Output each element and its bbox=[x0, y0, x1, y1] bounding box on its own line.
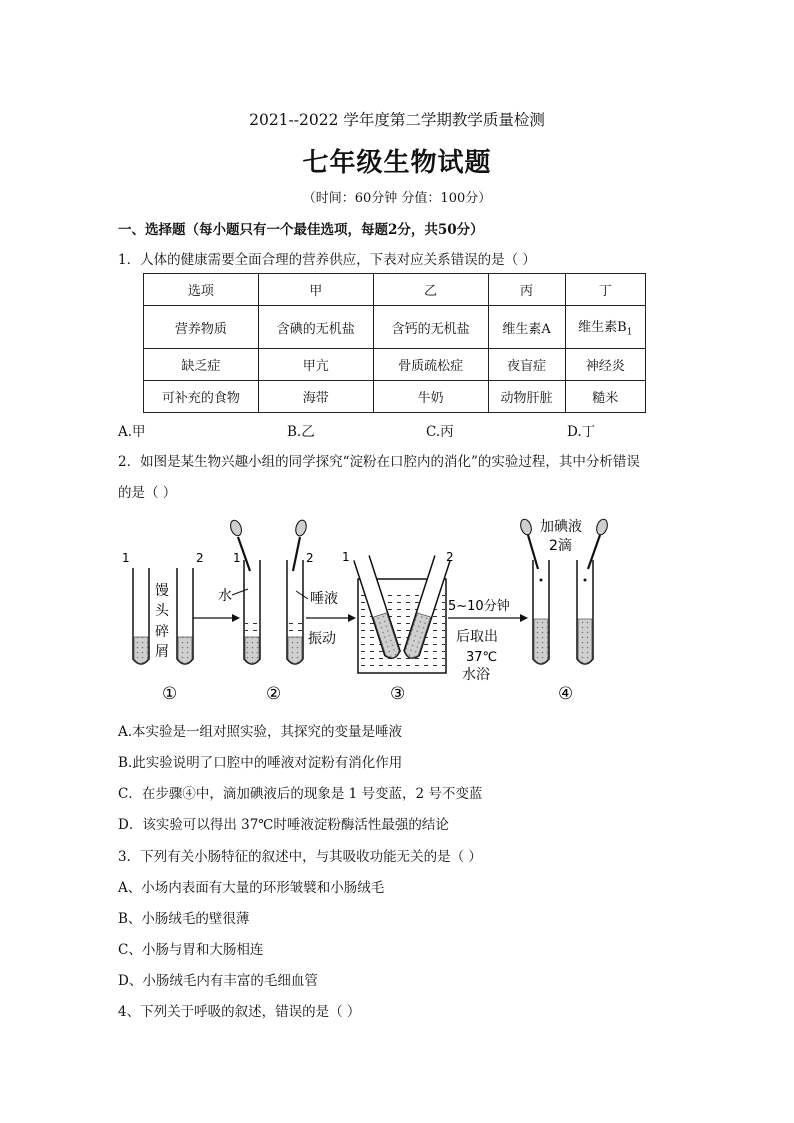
table-row bbox=[144, 381, 646, 413]
table-cell: 神经炎 bbox=[565, 349, 645, 381]
table-cell: 维生素A bbox=[488, 306, 565, 349]
table-cell: 含碘的无机盐 bbox=[258, 306, 373, 349]
table-cell: 乙 bbox=[373, 274, 488, 306]
table-cell: 营养物质 bbox=[144, 306, 259, 349]
arrow-icon bbox=[193, 614, 240, 622]
table-cell: 海带 bbox=[258, 381, 373, 413]
table-cell: 丙 bbox=[488, 274, 565, 306]
experiment-figure bbox=[0, 515, 794, 715]
q3-option-d[interactable]: D、小肠绒毛内有丰富的毛细血管 bbox=[118, 973, 318, 989]
water-bath-label: 水浴 bbox=[462, 667, 490, 683]
question-1-stem: 1．人体的健康需要全面合理的营养供应，下表对应关系错误的是（ ） bbox=[118, 252, 536, 268]
table-cell: 动物肝脏 bbox=[488, 381, 565, 413]
question-2-stem-line1: 2．如图是某生物兴趣小组的同学探究“淀粉在口腔内的消化”的实验过程，其中分析错误 bbox=[118, 454, 640, 470]
table-row bbox=[144, 306, 646, 349]
arrow-icon bbox=[306, 614, 356, 622]
temperature-label: 37℃ bbox=[466, 650, 498, 665]
q2-option-c[interactable]: C．在步骤④中，滴加碘液后的现象是 1 号变蓝，2 号不变蓝 bbox=[118, 786, 483, 802]
q3-option-c[interactable]: C、小肠与胃和大肠相连 bbox=[118, 942, 264, 958]
table-cell: 丁 bbox=[565, 274, 645, 306]
saliva-label: 唾液 bbox=[310, 591, 338, 607]
dropper-icon bbox=[519, 518, 538, 569]
step4-tubes bbox=[519, 518, 609, 664]
q1-option-a[interactable]: A.甲 bbox=[118, 424, 146, 440]
nutrition-table bbox=[143, 273, 646, 413]
iodine-drops-label: 2滴 bbox=[549, 538, 572, 554]
question-2-stem-line2: 的是（ ） bbox=[118, 485, 177, 501]
dropper-icon bbox=[588, 518, 609, 569]
q2-option-d[interactable]: D．该实验可以得出 37℃时唾液淀粉酶活性最强的结论 bbox=[118, 817, 449, 833]
exam-time-score: （时间：60分钟 分值：100分） bbox=[302, 191, 492, 206]
vitamin-b-label: 维生素B bbox=[578, 320, 627, 336]
shake-label: 振动 bbox=[308, 631, 336, 647]
table-row bbox=[144, 349, 646, 381]
q3-option-a[interactable]: A、小场内表面有大量的环形皱襞和小肠绒毛 bbox=[118, 880, 385, 896]
question-4-stem: 4、下列关于呼吸的叙述，错误的是（ ） bbox=[118, 1004, 361, 1020]
subscript-1: 1 bbox=[626, 327, 633, 338]
table-cell: 糙米 bbox=[565, 381, 645, 413]
table-cell: 可补充的食物 bbox=[144, 381, 259, 413]
table-cell: 夜盲症 bbox=[488, 349, 565, 381]
table-cell: 含钙的无机盐 bbox=[373, 306, 488, 349]
table-row bbox=[144, 274, 646, 306]
table-cell: 缺乏症 bbox=[144, 349, 259, 381]
crumb-char: 屑 bbox=[155, 644, 169, 660]
time-label: 5~10分钟 bbox=[448, 599, 510, 614]
step-number: ② bbox=[266, 684, 282, 704]
step-number: ① bbox=[162, 684, 178, 704]
page-title: 七年级生物试题 bbox=[302, 148, 492, 178]
tube-label-2: 2 bbox=[196, 551, 204, 565]
tube-label-2: 2 bbox=[306, 551, 314, 565]
tube-label-2: 2 bbox=[446, 550, 454, 564]
table-cell: 甲 bbox=[258, 274, 373, 306]
question-3-stem: 3．下列有关小肠特征的叙述中，与其吸收功能无关的是（ ） bbox=[118, 849, 482, 865]
step-number: ④ bbox=[558, 684, 574, 704]
take-out-label: 后取出 bbox=[456, 629, 498, 645]
tube-label-1: 1 bbox=[342, 550, 350, 564]
section-title: 一、选择题（每小题只有一个最佳选项，每题2分，共50分） bbox=[118, 222, 484, 238]
table-cell: 甲亢 bbox=[258, 349, 373, 381]
q1-option-b[interactable]: B.乙 bbox=[287, 424, 315, 440]
step1-tubes bbox=[122, 551, 204, 664]
step-number: ③ bbox=[390, 684, 406, 704]
arrow-icon bbox=[448, 614, 528, 622]
q1-option-c[interactable]: C.丙 bbox=[426, 424, 454, 440]
crumb-char: 碎 bbox=[155, 624, 169, 640]
tube-label-1: 1 bbox=[122, 551, 130, 565]
q3-option-b[interactable]: B、小肠绒毛的壁很薄 bbox=[118, 911, 250, 927]
water-label: 水 bbox=[218, 588, 232, 604]
tube-label-1: 1 bbox=[233, 551, 241, 565]
crumb-char: 头 bbox=[155, 603, 169, 619]
table-cell: 骨质疏松症 bbox=[373, 349, 488, 381]
q1-option-d[interactable]: D.丁 bbox=[567, 424, 596, 440]
iodine-label: 加碘液 bbox=[540, 519, 582, 535]
crumb-char: 馒 bbox=[155, 583, 169, 599]
table-cell bbox=[565, 306, 645, 349]
q2-option-a[interactable]: A.本实验是一组对照实验，其探究的变量是唾液 bbox=[118, 724, 403, 740]
table-cell: 选项 bbox=[144, 274, 259, 306]
q2-option-b[interactable]: B.此实验说明了口腔中的唾液对淀粉有消化作用 bbox=[118, 755, 403, 771]
exam-year-line: 2021--2022 学年度第二学期教学质量检测 bbox=[249, 111, 545, 129]
table-cell: 牛奶 bbox=[373, 381, 488, 413]
water-bath bbox=[342, 550, 454, 673]
